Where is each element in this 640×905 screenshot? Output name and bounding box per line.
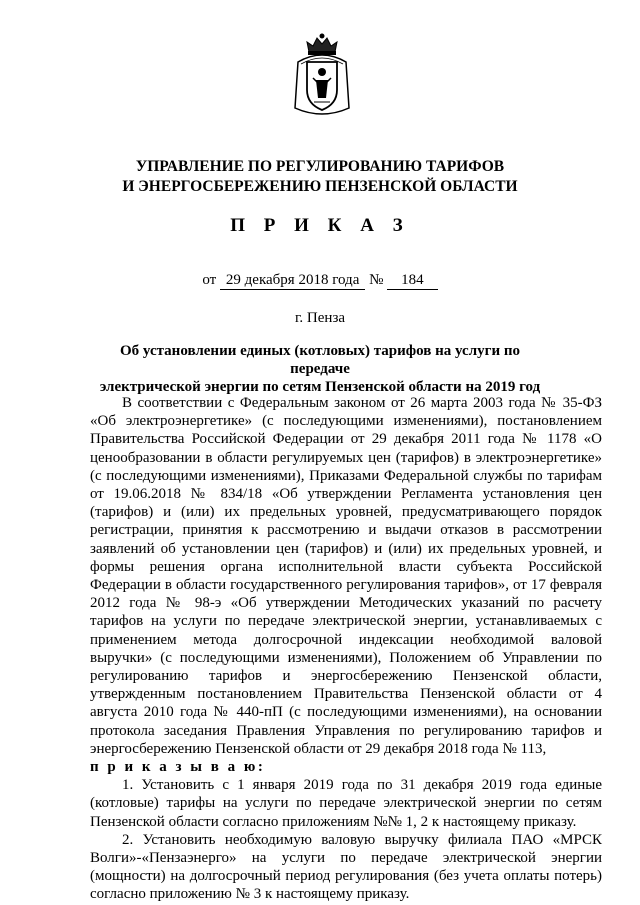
city-name: г. Пенза [294, 310, 346, 326]
order-item-2: 2. Установить необходимую валовую выручку филиала ПАО «МРСК Волги»-«Пензаэнерго» на услуги по передаче электрической энергии (мощности) на долгосрочный период регулирования (без учета оплаты потерь) согласно приложению № 3 к настоящему приказу. [90, 831, 602, 903]
subject-line-1: Об установлении единых (котловых) тарифов на услуги по передаче [120, 343, 520, 377]
org-name-line-1: УПРАВЛЕНИЕ ПО РЕГУЛИРОВАНИЮ ТАРИФОВ [135, 158, 505, 175]
document-subject [90, 342, 550, 396]
number-label: № [369, 272, 384, 288]
date-number-line [0, 272, 640, 290]
preamble-paragraph [90, 394, 602, 758]
document-type-title: П Р И К А З [230, 215, 410, 236]
subject-line-2: электрической энергии по сетям Пензенской области на 2019 год [99, 379, 541, 395]
order-item-1: 1. Установить с 1 января 2019 года по 31 декабря 2019 года единые (котловые) тарифы на услуги по передаче электрической энергии по сетям Пензенской области согласно приложениям №№ 1, 2 к настоящему приказу. [90, 777, 602, 830]
org-name-line-2: И ЭНЕРГОСБЕРЕЖЕНИЮ ПЕНЗЕНСКОЙ ОБЛАСТИ [122, 178, 518, 195]
date-from-label: от [202, 272, 217, 288]
preamble-text: В соответствии с Федеральным законом от 26 марта 2003 года № 35-ФЗ «Об электроэнергетике» (с последующими изменениями), постановлением Правительства Российской Федерации от 29 декабря 2011 года № 1178 «О ценообразовании в области регулируемых цен (тарифов) в электроэнергетике» (с последующими изменениями), Приказами Федеральной службы по тарифам от 19.06.2018 № 834/18 «Об утверждении Регламента установления цен (тарифов) и (или) их предельных уровней, предусматривающего порядок регистрации, принятия к рассмотрению и выдачи отказов в рассмотрении заявлений об установлении цен (тарифов) и (или) их предельных уровней, и формы решения органа исполнительной власти субъекта Российской Федерации в области государственного регулирования тарифов», от 17 февраля 2012 года № 98-э «Об утверждении Методических указаний по расчету тарифов на услуги по передаче электрической энергии, устанавливаемых с применением метода долгосрочной индексации необходимой валовой выручки» (с последующими изменениями), Положением об Управлении по регулированию тарифов и энергосбережению Пензенской области, утвержденным постановлением Правительства Пензенской области от 4 августа 2010 года № 440-пП (с последующими изменениями), на основании протокола заседания Правления Управления по регулированию тарифов и энергосбережению Пензенской области от 29 декабря 2018 года № 113, [90, 395, 602, 757]
document-number: 184 [387, 272, 438, 290]
coat-of-arms-emblem [293, 32, 351, 118]
document-date: 29 декабря 2018 года [220, 272, 365, 290]
order-word: п р и к а з ы в а ю: [90, 759, 266, 776]
organization-header [0, 157, 640, 197]
document-body [90, 394, 602, 904]
